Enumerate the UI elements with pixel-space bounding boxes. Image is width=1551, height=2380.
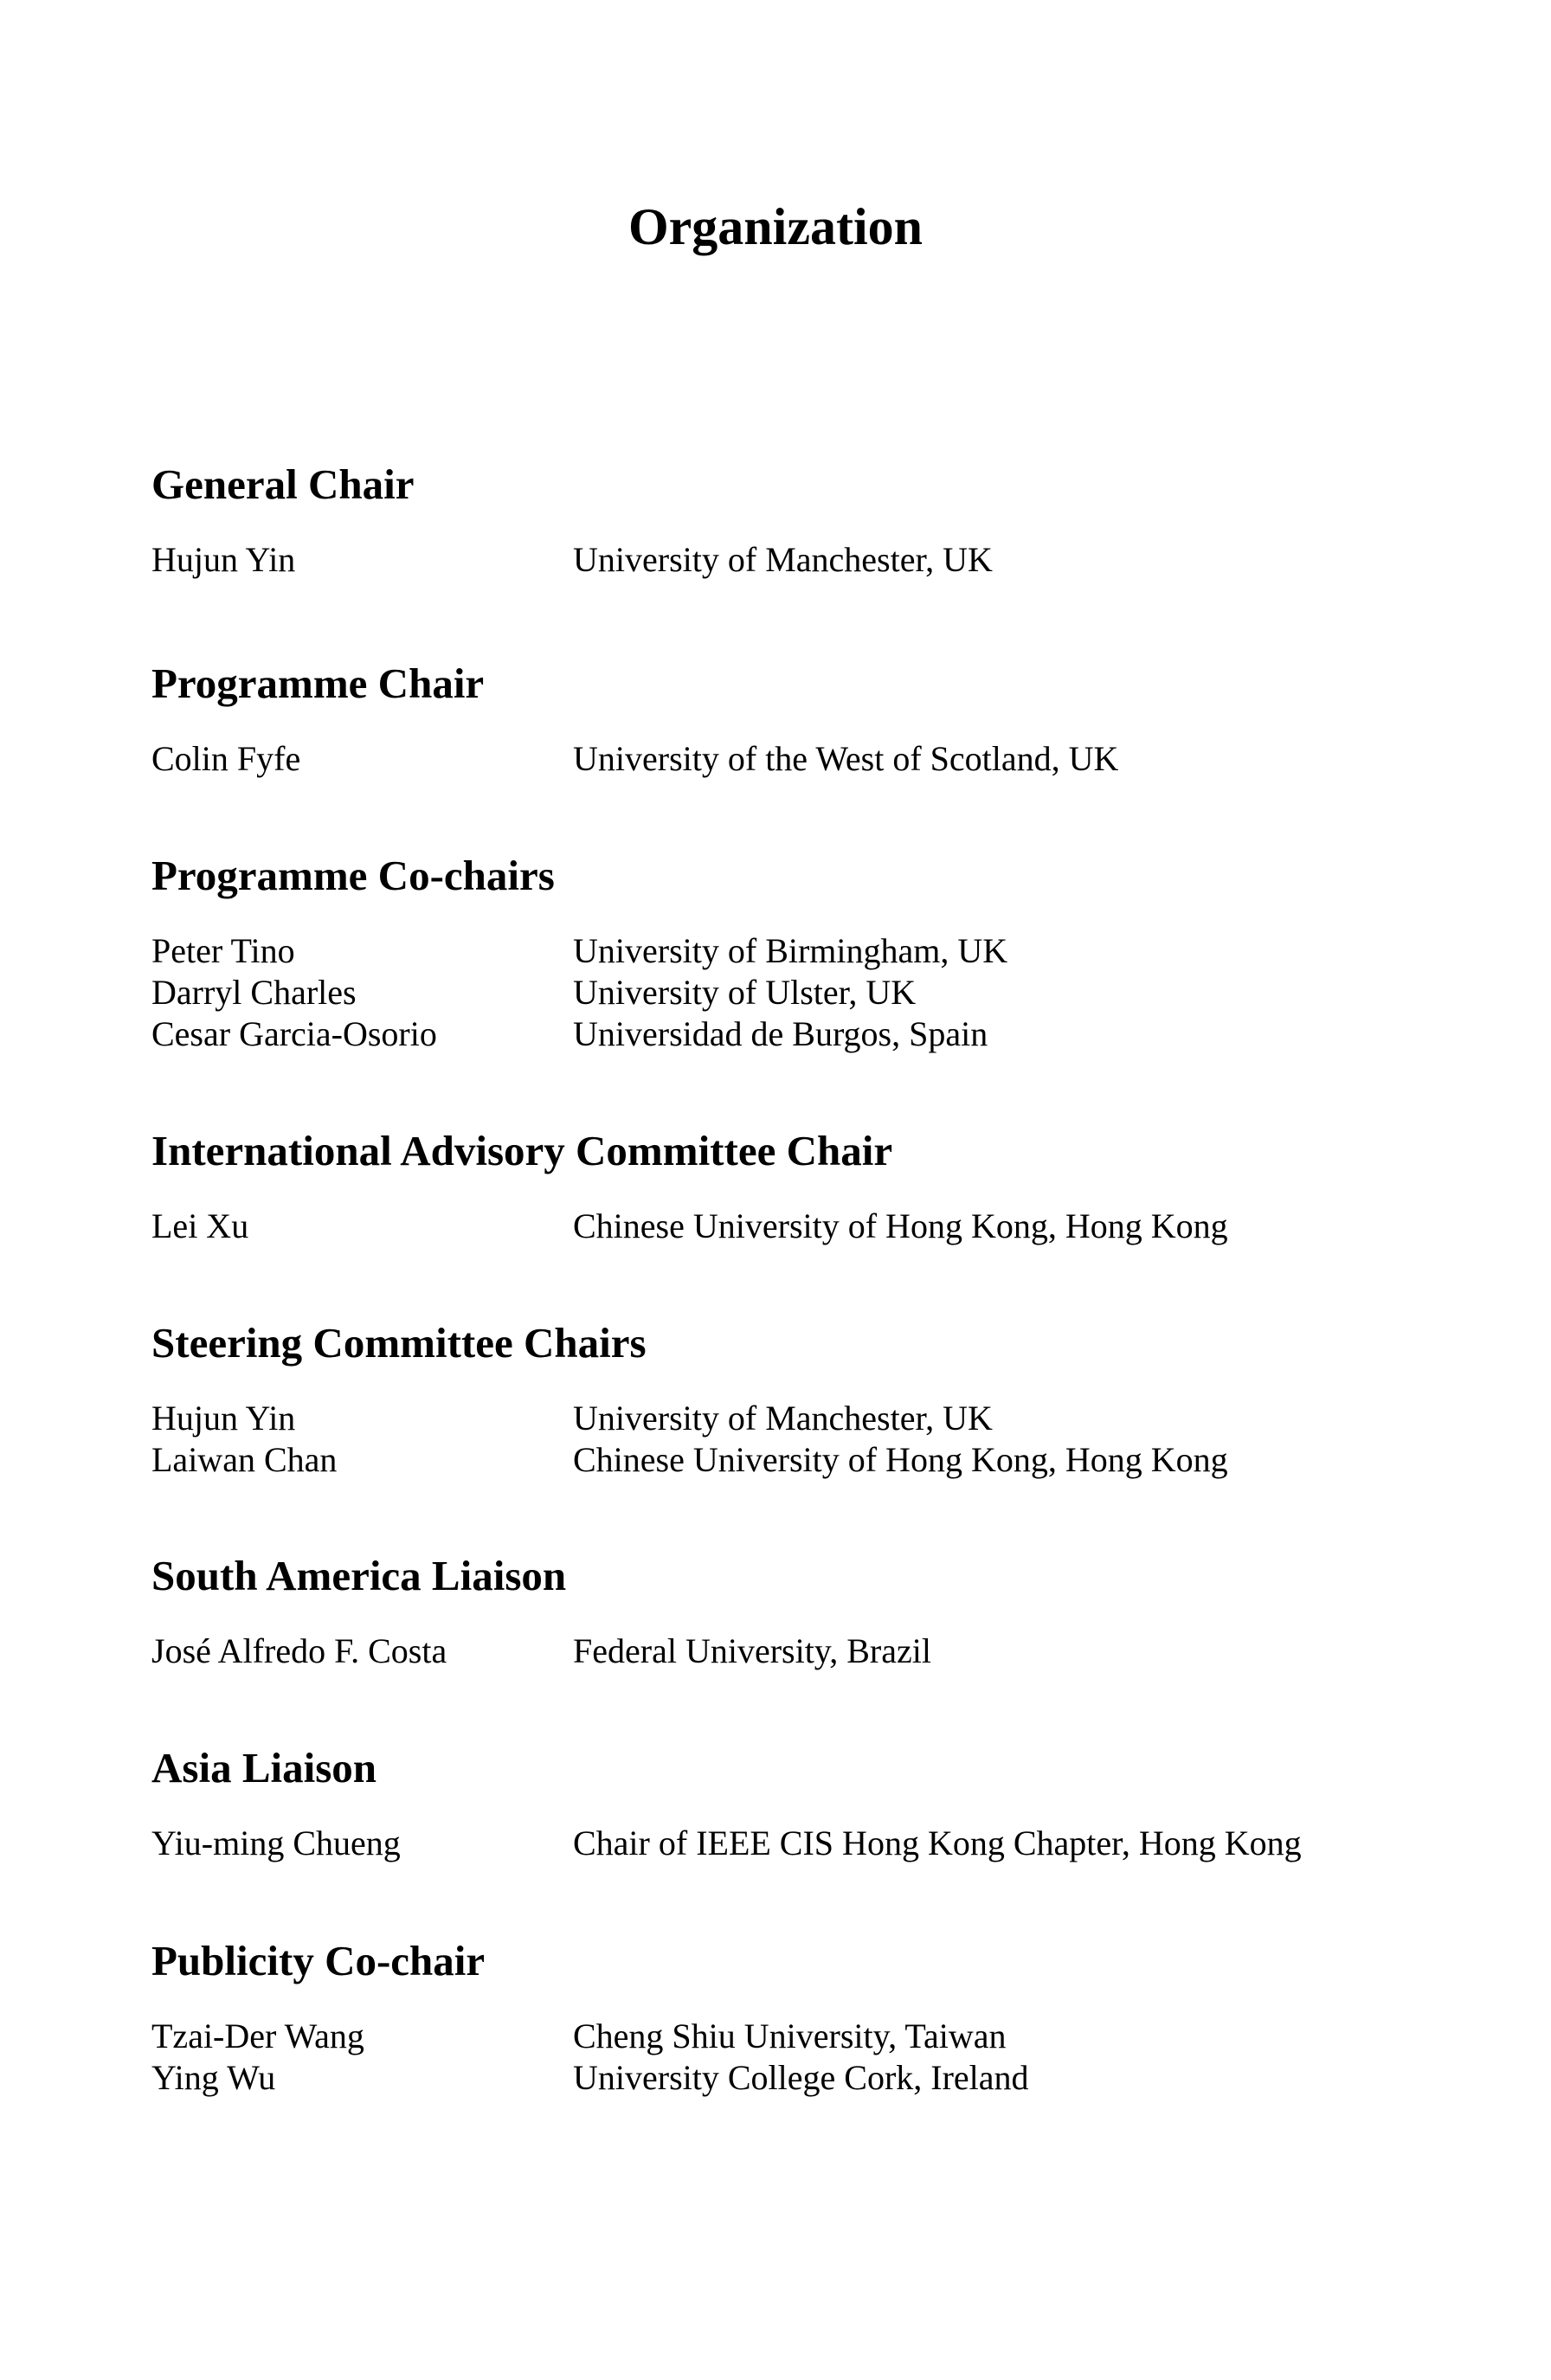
member-row — [151, 539, 1450, 581]
member-list — [151, 1631, 1450, 1672]
section-heading: South America Liaison — [151, 1552, 567, 1599]
section-programme-co-chairs — [151, 851, 1450, 1055]
member-row — [151, 1439, 1450, 1481]
member-name: Hujun Yin — [151, 540, 296, 579]
member-name: José Alfredo F. Costa — [151, 1631, 447, 1670]
member-affiliation: University of the West of Scotland, UK — [573, 739, 1119, 778]
member-row — [151, 972, 1450, 1013]
section-heading: Publicity Co-chair — [151, 1937, 486, 1984]
section-programme-chair — [151, 659, 1450, 780]
member-row — [151, 1631, 1450, 1672]
member-list — [151, 1206, 1450, 1247]
member-row — [151, 2057, 1450, 2099]
member-affiliation: Chinese University of Hong Kong, Hong Kong — [573, 1440, 1228, 1479]
member-name: Peter Tino — [151, 931, 295, 970]
member-name: Ying Wu — [151, 2058, 276, 2097]
member-row — [151, 1013, 1450, 1055]
member-list — [151, 1823, 1450, 1864]
member-affiliation: Universidad de Burgos, Spain — [573, 1014, 988, 1053]
member-name: Yiu-ming Chueng — [151, 1824, 401, 1862]
member-affiliation: University of Ulster, UK — [573, 973, 917, 1012]
section-asia-liaison — [151, 1743, 1450, 1864]
section-international-advisory-committee-chair — [151, 1126, 1450, 1247]
member-affiliation: University of Manchester, UK — [573, 1399, 993, 1438]
section-heading: Programme Chair — [151, 659, 485, 707]
member-name: Darryl Charles — [151, 973, 357, 1012]
member-row — [151, 738, 1450, 780]
member-name: Colin Fyfe — [151, 739, 301, 778]
member-affiliation: University of Manchester, UK — [573, 540, 993, 579]
member-affiliation: University College Cork, Ireland — [573, 2058, 1029, 2097]
member-row — [151, 1206, 1450, 1247]
page-title: Organization — [628, 198, 923, 255]
section-heading: Programme Co-chairs — [151, 852, 555, 899]
member-list — [151, 2016, 1450, 2099]
member-list — [151, 930, 1450, 1055]
member-row — [151, 1823, 1450, 1864]
member-name: Tzai-Der Wang — [151, 2017, 364, 2055]
section-publicity-co-chair — [151, 1936, 1450, 2099]
member-name: Laiwan Chan — [151, 1440, 338, 1479]
member-affiliation: Federal University, Brazil — [573, 1631, 931, 1670]
member-row — [151, 1398, 1450, 1439]
member-row — [151, 930, 1450, 972]
member-affiliation: University of Birmingham, UK — [573, 931, 1008, 970]
member-list — [151, 738, 1450, 780]
section-heading: Asia Liaison — [151, 1744, 377, 1791]
member-name: Cesar Garcia-Osorio — [151, 1014, 437, 1053]
member-name: Lei Xu — [151, 1206, 249, 1245]
member-name: Hujun Yin — [151, 1399, 296, 1438]
section-heading: Steering Committee Chairs — [151, 1319, 647, 1367]
section-general-chair — [151, 460, 1450, 581]
member-row — [151, 2016, 1450, 2057]
section-heading: International Advisory Committee Chair — [151, 1127, 893, 1174]
member-affiliation: Chair of IEEE CIS Hong Kong Chapter, Hong Kong — [573, 1824, 1302, 1862]
section-south-america-liaison — [151, 1551, 1450, 1672]
member-list — [151, 1398, 1450, 1481]
member-affiliation: Cheng Shiu University, Taiwan — [573, 2017, 1007, 2055]
section-heading: General Chair — [151, 460, 415, 508]
member-affiliation: Chinese University of Hong Kong, Hong Kong — [573, 1206, 1228, 1245]
section-steering-committee-chairs — [151, 1318, 1450, 1481]
member-list — [151, 539, 1450, 581]
